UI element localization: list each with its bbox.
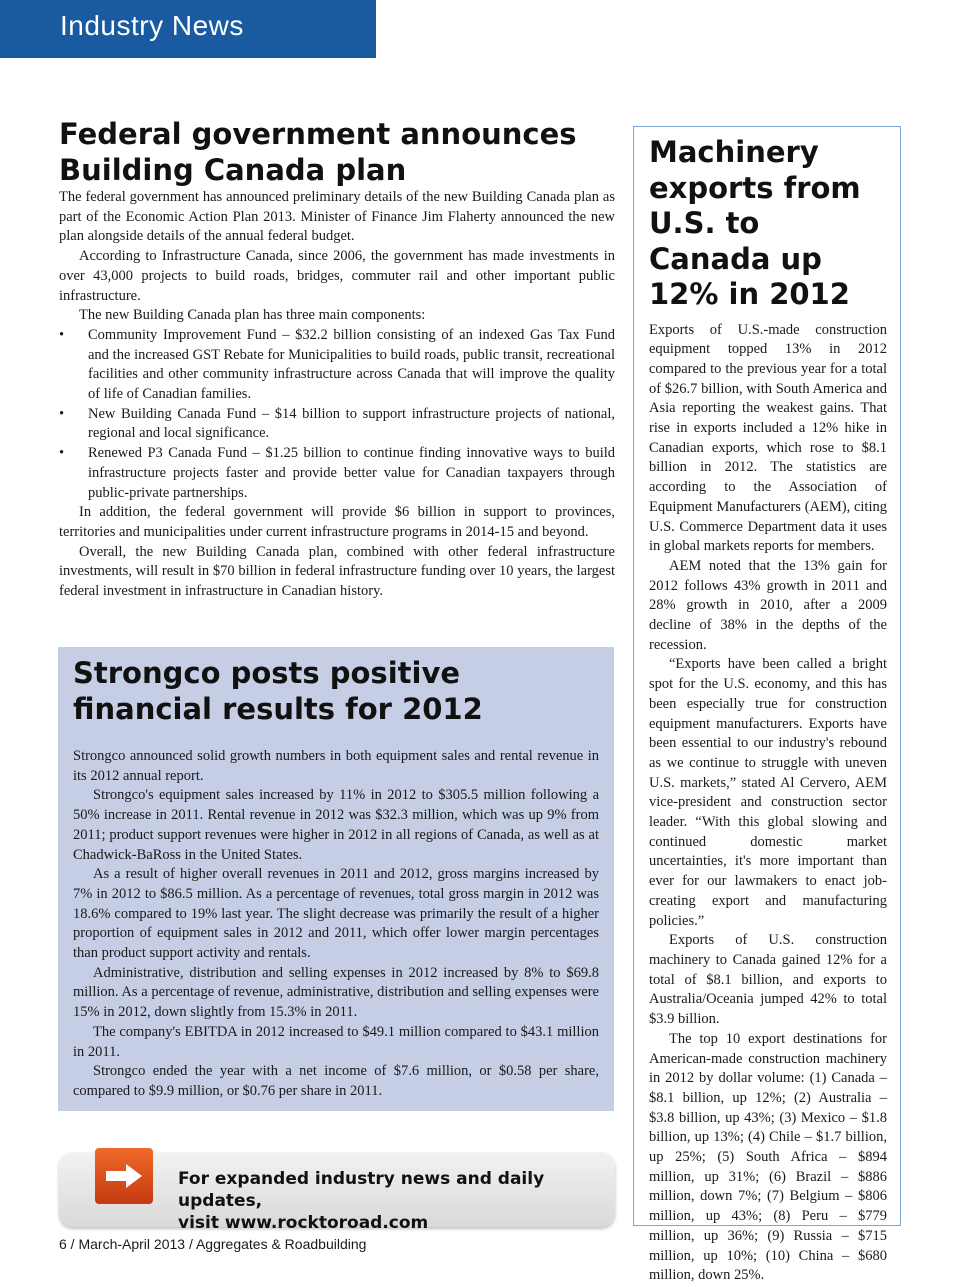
- list-item-text: Community Improvement Fund – $32.2 billion consisting of an indexed Gas Tax Fund and the increased GST Rebate for Municipalities to build roads, public transit, recreational facilities and other community infrastructure across Canada that will improve the quality of life of Canadian families.: [88, 326, 615, 403]
- list-item: [59, 444, 615, 503]
- page-number: 6: [59, 1236, 67, 1252]
- main-article: [59, 116, 615, 602]
- strongco-article: [58, 647, 614, 1111]
- promo-line-2: visit www.rocktoroad.com: [178, 1213, 429, 1233]
- strongco-paragraph: Strongco ended the year with a net income of $7.6 million, or $0.58 per share, compared to $9.9 million, or $0.76 per share in 2011.: [73, 1063, 599, 1099]
- strongco-paragraph: Strongco announced solid growth numbers in both equipment sales and rental revenue in its 2012 annual report.: [73, 748, 599, 784]
- main-article-paragraph: The federal government has announced preliminary details of the new Building Canada plan as part of the Economic Action Plan 2013. Minister of Finance Jim Flaherty announced the new plan alongside details of the annual federal budget.: [59, 189, 615, 245]
- footer-text: / March-April 2013 / Aggregates & Roadbuilding: [66, 1236, 367, 1252]
- components-list: [59, 326, 615, 503]
- bullet-marker: •: [59, 326, 65, 343]
- sidebar-paragraph: “Exports have been called a bright spot for the U.S. economy, and this has been especially true for construction equipment manufacturers. Exports have been essential to our industry's rebound as we continue to struggle with uneven U.S. markets,” stated Al Cervero, AEM vice-president and construction sector leader. “With this global slowing and continued domestic market uncertainties, it's more important than ever for our lawmakers to enact job-creating export and manufacturing policies.”: [649, 656, 887, 929]
- sidebar-article: [633, 126, 901, 1284]
- list-item: [59, 326, 615, 405]
- list-item-text: Renewed P3 Canada Fund – $1.25 billion to continue finding innovative ways to build infrastructure projects faster and provide better value for Canadian taxpayers through public-private partnerships.: [88, 445, 615, 501]
- promo-line-1: For expanded industry news and daily updates,: [178, 1169, 545, 1211]
- page-footer: [59, 1236, 366, 1252]
- strongco-headline: Strongco posts positive financial results for 2012: [73, 656, 483, 726]
- strongco-paragraph: Administrative, distribution and selling expenses in 2012 increased by 8% to $69.8 million. As a percentage of revenue, administrative, distribution and selling expenses were 15% in 2012, down slightly from 15.3% in 2011.: [73, 964, 599, 1021]
- main-article-paragraph: Overall, the new Building Canada plan, combined with other federal infrastructure investments, will result in $70 billion in federal infrastructure funding over 10 years, the largest federal investment in infrastructure in Canadian history.: [59, 543, 615, 600]
- right-arrow-icon: [95, 1148, 153, 1204]
- main-article-paragraph: In addition, the federal government will provide $6 billion in support to provinces, territories and municipalities under current infrastructure programs in 2014-15 and beyond.: [59, 504, 615, 540]
- website-promo-banner[interactable]: [59, 1152, 615, 1233]
- main-article-paragraph: According to Infrastructure Canada, since 2006, the government has made investments in over 43,000 projects to build roads, bridges, commuter rail and other important public infrastructure.: [59, 248, 615, 304]
- main-article-paragraph: The new Building Canada plan has three main components:: [79, 307, 426, 324]
- strongco-paragraph: As a result of higher overall revenues in 2011 and 2012, gross margins increased by 7% in 2012 to $86.5 million. As a percentage of revenues, total gross margin in 2012 was 18.6% compared to 19% last year. The slight decrease was primarily the result of a higher proportion of equipment sales in 2012 and 2011, which offer lower margin percentages than product support activity and rentals.: [73, 866, 599, 962]
- sidebar-paragraph: Exports of U.S.-made construction equipment topped 13% in 2012 compared to the previous year for a total of $26.7 billion, with South America and Asia reporting the weakest gains. That rise in exports included a 12% hike in Canadian exports, which rose to $8.1 billion in 2012. The statistics are according to the Association of Equipment Manufacturers (AEM), citing U.S. Commerce Department data it uses in global markets reports for members.: [649, 321, 887, 555]
- sidebar-paragraph: The top 10 export destinations for American-made construction machinery in 2012 by dollar volume: (1) Canada – $8.1 billion, up 12%; (2) Australia – $3.8 billion, up 43%; (3) Mexico – $1.8 billion, up 13%; (4) Chile – $1.7 billion, up 25%; (5) South Africa – $894 million, up 31%; (6) Brazil – $886 million, down 7%; (7) Belgium – $806 million, up 43%; (8) Peru – $779 million, up 36%; (9) Russia – $715 million, up 10%; (10) China – $680 million, down 25%.: [649, 1030, 887, 1284]
- sidebar-paragraph: AEM noted that the 13% gain for 2012 follows 43% growth in 2011 and 28% growth in 2010, after a 2009 decline of 38% in the depths of the recession.: [649, 557, 887, 653]
- sidebar-paragraph: Exports of U.S. construction machinery to Canada gained 12% for a total of $8.1 billion, and exports to Australia/Oceania jumped 42% to total $3.9 billion.: [649, 932, 887, 1028]
- sidebar-headline: Machinery exports from U.S. to Canada up 12% in 2012: [649, 135, 861, 311]
- list-item-text: New Building Canada Fund – $14 billion to support infrastructure projects of national, regional and local significance.: [88, 405, 615, 442]
- strongco-paragraph: The company's EBITDA in 2012 increased to $49.1 million compared to $43.1 million in 2011.: [73, 1023, 599, 1060]
- section-title: Industry News: [60, 10, 244, 41]
- bullet-marker: •: [59, 405, 65, 422]
- section-header: [0, 0, 376, 58]
- strongco-paragraph: Strongco's equipment sales increased by 11% in 2012 to $305.5 million following a 50% increase in 2011. Rental revenue in 2012 was $32.3 million, which was up 9% from 2011; product support revenues were higher in 2012 in all regions of Canada, as well as at Chadwick-BaRoss in the United States.: [73, 787, 599, 863]
- main-article-headline: Federal government announces Building Canada plan: [59, 117, 577, 187]
- bullet-marker: •: [59, 445, 65, 462]
- promo-text[interactable]: [178, 1168, 615, 1234]
- list-item: [59, 405, 615, 444]
